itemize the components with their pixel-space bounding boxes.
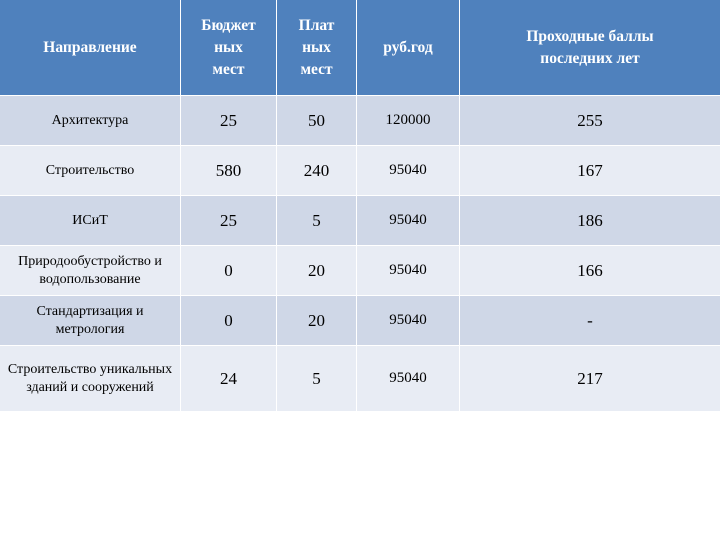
header-price-per-year: руб.год	[357, 0, 460, 95]
direction-cell: Стандартизация и метрология	[0, 296, 181, 345]
price-cell: 95040	[357, 196, 460, 245]
paid-places-cell: 20	[277, 296, 357, 345]
header-budget-places: Бюджет ных мест	[181, 0, 277, 95]
header-paid-places: Плат ных мест	[277, 0, 357, 95]
table-row	[0, 195, 720, 245]
paid-places-cell: 5	[277, 196, 357, 245]
direction-cell: Архитектура	[0, 96, 181, 145]
budget-places-cell: 0	[181, 246, 277, 295]
passing-score-cell: 217	[577, 368, 603, 388]
price-cell: 95040	[357, 246, 460, 295]
direction-cell: Строительство	[0, 146, 181, 195]
table-row	[0, 295, 720, 345]
passing-score-cell: 167	[577, 160, 603, 180]
header-direction: Направление	[0, 0, 181, 95]
price-cell: 95040	[357, 296, 460, 345]
table-header	[0, 0, 720, 95]
paid-places-cell: 20	[277, 246, 357, 295]
paid-places-cell: 5	[277, 346, 357, 411]
direction-cell: Строительство уникальных зданий и сооружений	[0, 346, 181, 411]
paid-places-cell: 240	[277, 146, 357, 195]
price-cell: 95040	[357, 146, 460, 195]
table-row	[0, 95, 720, 145]
direction-cell: Природообустройство и водопользование	[0, 246, 181, 295]
header-passing-scores: Проходные баллы последних лет	[526, 27, 654, 67]
budget-places-cell: 580	[181, 146, 277, 195]
budget-places-cell: 0	[181, 296, 277, 345]
price-cell: 95040	[357, 346, 460, 411]
budget-places-cell: 25	[181, 96, 277, 145]
table-row	[0, 145, 720, 195]
table-row	[0, 345, 720, 411]
budget-places-cell: 24	[181, 346, 277, 411]
passing-score-cell: 186	[577, 210, 603, 230]
price-cell: 120000	[357, 96, 460, 145]
passing-score-cell: 255	[577, 110, 603, 130]
passing-score-cell: -	[587, 310, 593, 330]
passing-score-cell: 166	[577, 260, 603, 280]
direction-cell: ИСиТ	[0, 196, 181, 245]
paid-places-cell: 50	[277, 96, 357, 145]
table-row	[0, 245, 720, 295]
budget-places-cell: 25	[181, 196, 277, 245]
